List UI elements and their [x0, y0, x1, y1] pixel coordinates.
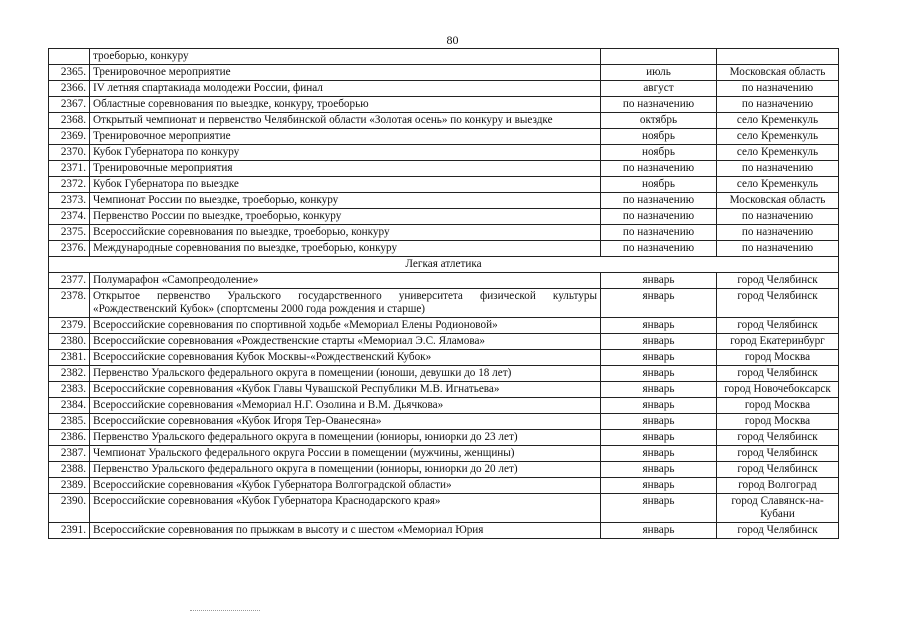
event-date: январь [601, 366, 717, 382]
event-place [717, 49, 839, 65]
table-row [49, 65, 839, 81]
row-number: 2386. [49, 430, 90, 446]
event-place: город Челябинск [717, 318, 839, 334]
event-place: по назначению [717, 161, 839, 177]
event-place: город Москва [717, 414, 839, 430]
event-name: Всероссийские соревнования по спортивной ходьбе «Мемориал Елены Родионовой» [90, 318, 601, 334]
table-row [49, 49, 839, 65]
event-place: город Москва [717, 350, 839, 366]
event-name: Кубок Губернатора по выездке [90, 177, 601, 193]
event-name: троеборью, конкуру [90, 49, 601, 65]
event-place: по назначению [717, 225, 839, 241]
event-name: Чемпионат Уральского федерального округа России в помещении (мужчины, женщины) [90, 446, 601, 462]
table-row [49, 334, 839, 350]
event-name: Областные соревнования по выездке, конкуру, троеборью [90, 97, 601, 113]
event-place: город Челябинск [717, 430, 839, 446]
event-date: по назначению [601, 97, 717, 113]
event-place: город Славянск-на-Кубани [717, 494, 839, 523]
page-number: 80 [446, 33, 459, 47]
event-date: по назначению [601, 209, 717, 225]
event-place: город Челябинск [717, 289, 839, 318]
event-name: Открытый чемпионат и первенство Челябинской области «Золотая осень» по конкуру и выездке [90, 113, 601, 129]
event-place: село Кременкуль [717, 145, 839, 161]
table-row [49, 430, 839, 446]
event-name: Всероссийские соревнования «Рождественские старты «Мемориал Э.С. Яламова» [90, 334, 601, 350]
table-row [49, 289, 839, 318]
event-place: город Новочебоксарск [717, 382, 839, 398]
event-name: Кубок Губернатора по конкуру [90, 145, 601, 161]
event-date: январь [601, 478, 717, 494]
event-date: январь [601, 273, 717, 289]
event-date: по назначению [601, 225, 717, 241]
row-number: 2372. [49, 177, 90, 193]
event-place: Московская область [717, 193, 839, 209]
event-name: Первенство Уральского федерального округа в помещении (юноши, девушки до 18 лет) [90, 366, 601, 382]
event-name: Чемпионат России по выездке, троеборью, конкуру [90, 193, 601, 209]
row-number: 2367. [49, 97, 90, 113]
events-table [48, 48, 839, 539]
section-header-row [49, 257, 839, 273]
event-place: по назначению [717, 241, 839, 257]
row-number: 2384. [49, 398, 90, 414]
pencil-mark [190, 610, 260, 612]
table-row [49, 193, 839, 209]
table-row [49, 350, 839, 366]
table-row [49, 129, 839, 145]
event-name: Международные соревнования по выездке, троеборью, конкуру [90, 241, 601, 257]
table-row [49, 113, 839, 129]
row-number: 2381. [49, 350, 90, 366]
table-row [49, 97, 839, 113]
event-place: город Челябинск [717, 366, 839, 382]
event-date: август [601, 81, 717, 97]
event-date: ноябрь [601, 129, 717, 145]
table-row [49, 318, 839, 334]
event-date: январь [601, 382, 717, 398]
row-number [49, 49, 90, 65]
row-number: 2388. [49, 462, 90, 478]
event-place: город Челябинск [717, 523, 839, 539]
event-name: Всероссийские соревнования «Кубок Главы Чувашской Республики М.В. Игнатьева» [90, 382, 601, 398]
event-place: город Екатеринбург [717, 334, 839, 350]
event-name: Всероссийские соревнования «Мемориал Н.Г. Озолина и В.М. Дьячкова» [90, 398, 601, 414]
event-date: январь [601, 462, 717, 478]
table-row [49, 523, 839, 539]
row-number: 2379. [49, 318, 90, 334]
event-name: Тренировочные мероприятия [90, 161, 601, 177]
event-place: село Кременкуль [717, 113, 839, 129]
event-date: январь [601, 494, 717, 523]
row-number: 2390. [49, 494, 90, 523]
table-row [49, 177, 839, 193]
event-place: город Челябинск [717, 446, 839, 462]
event-date: ноябрь [601, 177, 717, 193]
row-number: 2370. [49, 145, 90, 161]
event-name: Всероссийские соревнования по прыжкам в высоту и с шестом «Мемориал Юрия [90, 523, 601, 539]
table-row [49, 366, 839, 382]
event-name: IV летняя спартакиада молодежи России, финал [90, 81, 601, 97]
event-name: Открытое первенство Уральского государственного университета физической культуры «Рождественский Кубок» (спортсмены 2000 года рождения и старше) [90, 289, 601, 318]
row-number: 2389. [49, 478, 90, 494]
row-number: 2374. [49, 209, 90, 225]
table-row [49, 145, 839, 161]
table-row [49, 209, 839, 225]
section-title: Легкая атлетика [49, 257, 839, 273]
event-place: село Кременкуль [717, 129, 839, 145]
table-row [49, 273, 839, 289]
events-table-body [49, 49, 839, 539]
table-row [49, 241, 839, 257]
event-date: по назначению [601, 161, 717, 177]
table-row [49, 478, 839, 494]
row-number: 2365. [49, 65, 90, 81]
table-row [49, 462, 839, 478]
event-date: январь [601, 350, 717, 366]
event-name: Тренировочное мероприятие [90, 65, 601, 81]
row-number: 2377. [49, 273, 90, 289]
row-number: 2391. [49, 523, 90, 539]
event-date: январь [601, 334, 717, 350]
event-date: октябрь [601, 113, 717, 129]
table-row [49, 494, 839, 523]
event-date: по назначению [601, 241, 717, 257]
event-name: Всероссийские соревнования «Кубок Губернатора Краснодарского края» [90, 494, 601, 523]
event-place: по назначению [717, 209, 839, 225]
row-number: 2375. [49, 225, 90, 241]
event-date: июль [601, 65, 717, 81]
row-number: 2373. [49, 193, 90, 209]
event-place: село Кременкуль [717, 177, 839, 193]
row-number: 2371. [49, 161, 90, 177]
event-date: по назначению [601, 193, 717, 209]
event-date: январь [601, 430, 717, 446]
row-number: 2383. [49, 382, 90, 398]
row-number: 2376. [49, 241, 90, 257]
row-number: 2380. [49, 334, 90, 350]
table-row [49, 398, 839, 414]
event-name: Первенство Уральского федерального округа в помещении (юниоры, юниорки до 20 лет) [90, 462, 601, 478]
event-date [601, 49, 717, 65]
event-place: по назначению [717, 81, 839, 97]
event-place: город Челябинск [717, 462, 839, 478]
event-date: январь [601, 414, 717, 430]
event-place: Московская область [717, 65, 839, 81]
event-name: Тренировочное мероприятие [90, 129, 601, 145]
event-name: Всероссийские соревнования Кубок Москвы-«Рождественский Кубок» [90, 350, 601, 366]
event-place: по назначению [717, 97, 839, 113]
row-number: 2382. [49, 366, 90, 382]
event-name: Первенство Уральского федерального округа в помещении (юниоры, юниорки до 23 лет) [90, 430, 601, 446]
table-row [49, 161, 839, 177]
table-row [49, 446, 839, 462]
event-date: январь [601, 318, 717, 334]
row-number: 2387. [49, 446, 90, 462]
event-date: январь [601, 398, 717, 414]
event-date: ноябрь [601, 145, 717, 161]
table-row [49, 225, 839, 241]
event-name: Всероссийские соревнования по выездке, троеборью, конкуру [90, 225, 601, 241]
event-date: январь [601, 289, 717, 318]
table-row [49, 382, 839, 398]
row-number: 2369. [49, 129, 90, 145]
row-number: 2368. [49, 113, 90, 129]
event-name: Всероссийские соревнования «Кубок Игоря Тер-Ованесяна» [90, 414, 601, 430]
event-place: город Москва [717, 398, 839, 414]
table-row [49, 81, 839, 97]
event-date: январь [601, 446, 717, 462]
event-place: город Волгоград [717, 478, 839, 494]
event-name: Полумарафон «Самопреодоление» [90, 273, 601, 289]
row-number: 2378. [49, 289, 90, 318]
event-name: Всероссийские соревнования «Кубок Губернатора Волгоградской области» [90, 478, 601, 494]
row-number: 2366. [49, 81, 90, 97]
event-date: январь [601, 523, 717, 539]
row-number: 2385. [49, 414, 90, 430]
event-name: Первенство России по выездке, троеборью, конкуру [90, 209, 601, 225]
table-row [49, 414, 839, 430]
event-place: город Челябинск [717, 273, 839, 289]
